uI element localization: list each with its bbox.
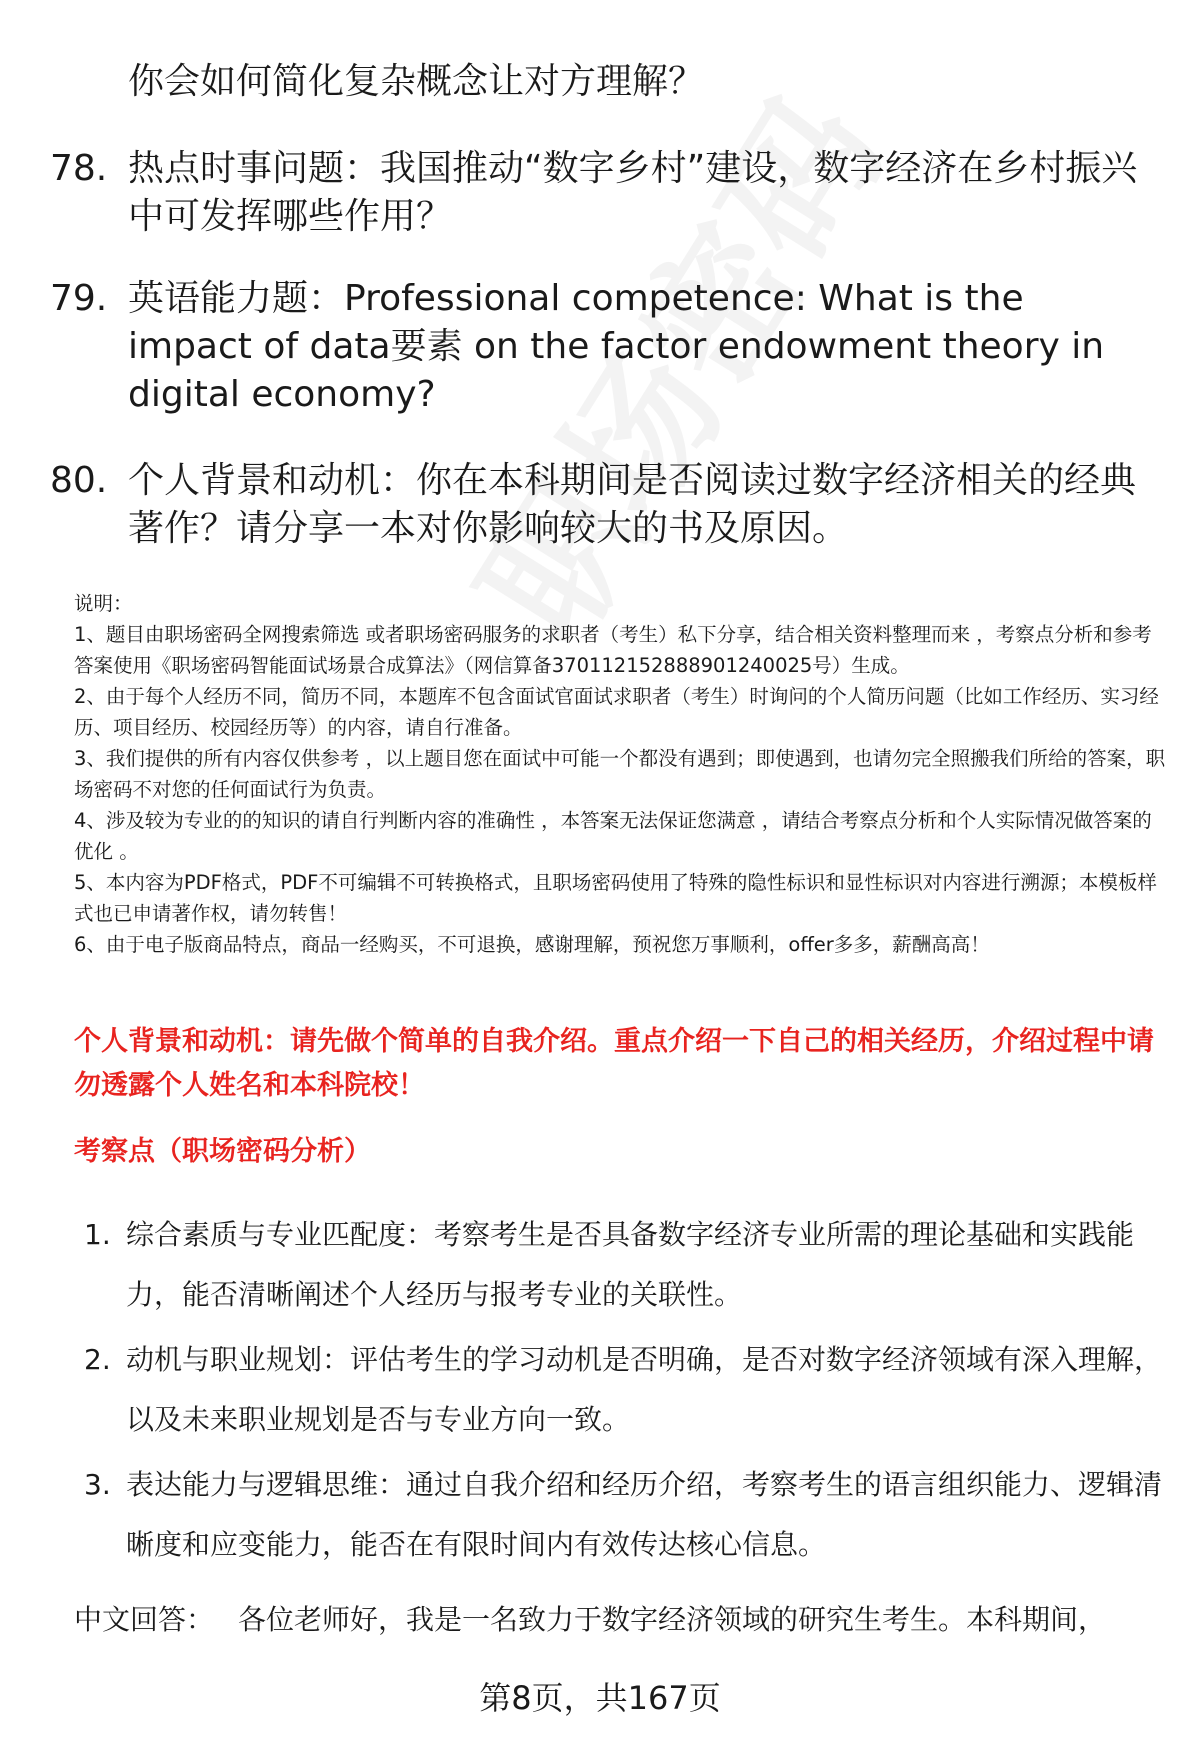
note-item: 2、由于每个人经历不同，简历不同，本题库不包含面试官面试求职者（考生）时询问的个人简历问题（比如工作经历、实习经历、项目经历、校园经历等）的内容，请自行准备。 [74,685,1159,739]
analysis-point [84,1330,1164,1450]
point-number: 2. [84,1343,111,1376]
answer-label: 中文回答： [74,1603,215,1636]
notes-section [74,588,1166,960]
question-text: 热点时事问题：我国推动“数字乡村”建设，数字经济在乡村振兴中可发挥哪些作用？ [128,148,1138,237]
question-79 [50,275,1140,419]
question-78 [50,145,1140,241]
analysis-point [84,1455,1164,1575]
question-77-continuation: 你会如何简化复杂概念让对方理解？ [128,61,705,102]
note-item: 3、我们提供的所有内容仅供参考 ，以上题目您在面试中可能一个都没有遇到；即使遇到，也请勿完全照搬我们所给的答案，职场密码不对您的任何面试行为负责。 [74,747,1166,801]
page-footer: 第8页，共167页 [479,1679,721,1717]
analysis-subheading: 考察点（职场密码分析） [74,1136,371,1167]
point-text: 综合素质与专业匹配度：考察考生是否具备数字经济专业所需的理论基础和实践能力，能否清晰阐述个人经历与报考专业的关联性。 [126,1218,1135,1311]
note-item: 6、由于电子版商品特点，商品一经购买，不可退换，感谢理解，预祝您万事顺利，offer多多，薪酬高高！ [74,933,990,956]
question-text: 英语能力题：Professional competence: What is the impact of data要素 on the factor endowment theory in digital economy? [128,278,1105,415]
question-number: 78. [50,148,108,189]
note-item: 1、题目由职场密码全网搜索筛选 或者职场密码服务的求职者（考生）私下分享，结合相关资料整理而来 ，考察点分析和参考答案使用《职场密码智能面试场景合成算法》（网信算备370112152888901240025号）生成。 [74,623,1152,677]
answer-text: 各位老师好，我是一名致力于数字经济领域的研究生考生。本科期间， [238,1603,1107,1636]
note-item: 4、涉及较为专业的的知识的请自行判断内容的准确性 ，本答案无法保证您满意 ，请结合考察点分析和个人实际情况做答案的优化 。 [74,809,1152,863]
question-number: 80. [50,460,108,501]
point-number: 3. [84,1468,111,1501]
question-80 [50,457,1140,553]
point-text: 表达能力与逻辑思维：通过自我介绍和经历介绍，考察考生的语言组织能力、逻辑清晰度和应变能力，能否在有限时间内有效传达核心信息。 [126,1468,1163,1561]
answer-paragraph [74,1598,1106,1642]
section-heading: 个人背景和动机：请先做个简单的自我介绍。重点介绍一下自己的相关经历，介绍过程中请勿透露个人姓名和本科院校！ [74,1026,1154,1101]
analysis-point [84,1205,1164,1325]
note-item: 5、本内容为PDF格式，PDF不可编辑不可转换格式，且职场密码使用了特殊的隐性标识和显性标识对内容进行溯源；本模板样式也已申请著作权，请勿转售！ [74,871,1157,925]
question-number: 79. [50,278,108,319]
notes-title: 说明： [74,592,133,615]
point-number: 1. [84,1218,111,1251]
point-text: 动机与职业规划：评估考生的学习动机是否明确，是否对数字经济领域有深入理解，以及未来职业规划是否与专业方向一致。 [126,1343,1163,1436]
question-text: 个人背景和动机：你在本科期间是否阅读过数字经济相关的经典著作？请分享一本对你影响较大的书及原因。 [128,460,1137,549]
